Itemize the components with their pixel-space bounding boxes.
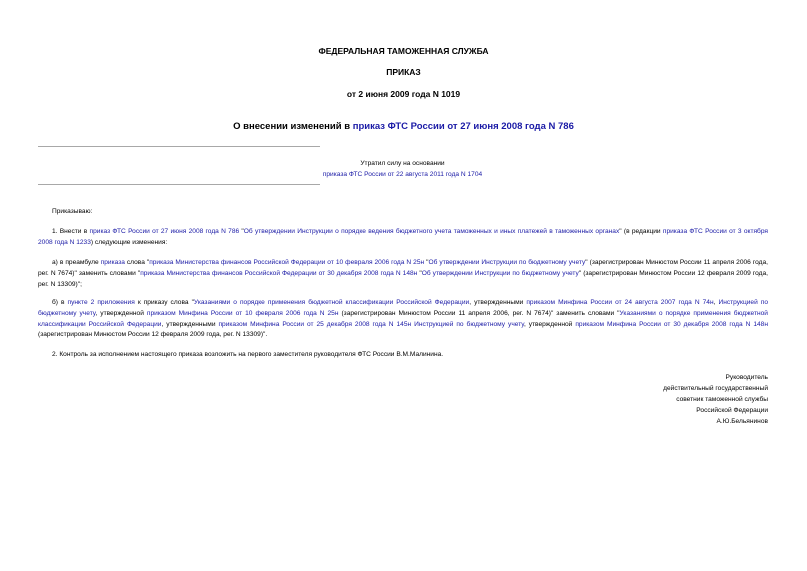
- status-link[interactable]: приказа ФТС России от 22 августа 2011 года N 1704: [322, 171, 483, 178]
- text: , утвержденной: [523, 320, 576, 328]
- status-note: [300, 158, 505, 180]
- link-minfin-148n[interactable]: приказа Министерства финансов Российской Федерации от 30 декабря 2008 года N 148н: [140, 269, 418, 277]
- intro-paragraph: [38, 207, 768, 218]
- signature-line: советник таможенной службы: [676, 396, 768, 403]
- text: " (зарегистрирован Минюстом России 11 апреля 2006 года, рег. N 7674)" заменить словами ": [38, 259, 768, 277]
- item-a-paragraph: [38, 258, 768, 290]
- item-b-paragraph: [38, 298, 768, 341]
- text: , утвержденной: [95, 309, 147, 317]
- text: " (в редакции: [619, 228, 663, 235]
- text: слова ": [124, 259, 150, 266]
- link-instruction[interactable]: Об утверждении Инструкции по бюджетному учету: [421, 269, 579, 277]
- text: ": [424, 259, 429, 266]
- title-prefix: О внесении изменений в: [233, 121, 353, 132]
- text: ) следующие изменения:: [90, 238, 168, 246]
- top-divider: [38, 146, 320, 147]
- text: б) в: [52, 299, 68, 306]
- link-order-1233[interactable]: приказа ФТС России от 3 октября 2008 года N 1233: [38, 228, 768, 246]
- link-instruction[interactable]: Инструкцией по бюджетному учету: [414, 320, 524, 328]
- intro-text: Приказываю:: [52, 208, 93, 215]
- text: 1. Внести в: [52, 228, 90, 235]
- item-2-text: 2. Контроль за исполнением настоящего приказа возложить на первого заместителя руководителя ФТС России В.М.Малинина.: [52, 351, 444, 358]
- link-appendix-point-2[interactable]: пункте 2 приложения: [67, 299, 135, 306]
- link-instruction[interactable]: Об утверждении Инструкции по бюджетному учету: [428, 259, 586, 266]
- text: к приказу слова ": [134, 299, 194, 306]
- text: а) в преамбуле: [52, 259, 101, 266]
- bottom-divider: [38, 184, 320, 185]
- signatory-name: А.Ю.Бельянинов: [716, 418, 768, 425]
- signature-line: Российской Федерации: [696, 407, 768, 414]
- document-title: [0, 121, 807, 132]
- link-minfin-25n[interactable]: приказа Министерства финансов Российской Федерации от 10 февраля 2006 года N 25н: [149, 259, 425, 266]
- signature-block: [508, 372, 768, 427]
- text: ": [417, 269, 422, 277]
- item-2-paragraph: [38, 350, 768, 361]
- link-minfin-145n[interactable]: приказом Минфина России от 25 декабря 2008 года N 145н: [218, 320, 412, 328]
- text: , утвержденными: [161, 320, 219, 328]
- text: ": [239, 228, 244, 235]
- link-instruction-title[interactable]: Об утверждении Инструкции о порядке ведения бюджетного учета таможенных и иных платежей в таможенных органах: [243, 228, 620, 235]
- status-line-1: Утратил силу на основании: [360, 160, 445, 167]
- agency-name: ФЕДЕРАЛЬНАЯ ТАМОЖЕННАЯ СЛУЖБА: [318, 46, 489, 56]
- text: " (зарегистрирован Минюстом России 12 февраля 2009 года, рег. N 13309)";: [38, 269, 768, 288]
- title-link[interactable]: приказ ФТС России от 27 июня 2008 года N 786: [352, 121, 574, 132]
- document-date: от 2 июня 2009 года N 1019: [346, 89, 461, 99]
- link-order[interactable]: приказа: [100, 259, 125, 266]
- text: , утвержденными: [469, 299, 527, 306]
- document-type: ПРИКАЗ: [386, 67, 421, 77]
- link-order-786[interactable]: приказ ФТС России от 27 июня 2008 года N 786: [89, 228, 240, 235]
- text: ,: [713, 299, 719, 306]
- text: (зарегистрирован Минюстом России 11 апреля 2006, рег. N 7674)" заменить словами ": [338, 309, 620, 317]
- signature-line: действительный государственный: [663, 385, 768, 392]
- link-minfin-25n[interactable]: приказом Минфина России от 10 февраля 2006 года N 25н: [146, 309, 339, 317]
- link-budget-classification[interactable]: Указаниями о порядке применения бюджетной классификации Российской Федерации: [193, 299, 470, 306]
- text: (зарегистрирован Минюстом России 12 февраля 2009 года, рег. N 13309)".: [38, 331, 268, 339]
- item-1-paragraph: [38, 227, 768, 249]
- link-minfin-148n[interactable]: приказом Минфина России от 30 декабря 2008 года N 148н: [575, 320, 768, 328]
- link-minfin-74n[interactable]: приказом Минфина России от 24 августа 2007 года N 74н: [526, 299, 714, 306]
- link-instruction[interactable]: Инструкцией по бюджетному учету: [38, 299, 769, 317]
- signature-line: Руководитель: [725, 374, 768, 381]
- link-budget-classification[interactable]: Указаниями о порядке применения бюджетной классификации Российской Федерации: [38, 309, 768, 328]
